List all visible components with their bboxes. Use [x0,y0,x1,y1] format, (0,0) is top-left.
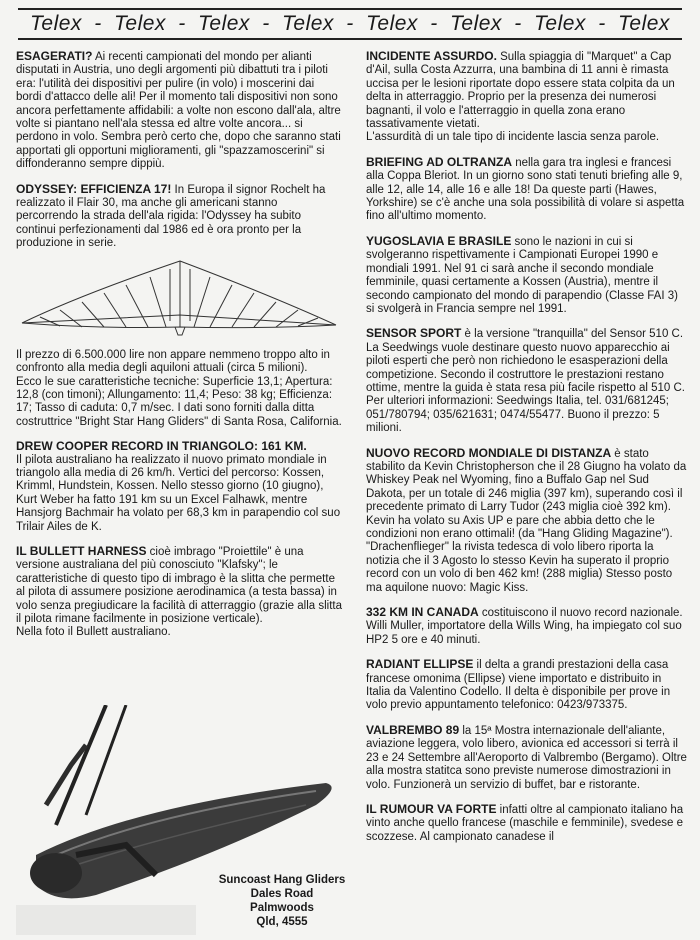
bullett-harness-photo [16,705,346,935]
masthead [18,8,682,40]
article-body: infatti oltre al campionato italiano ha vinto anche quello francese (maschile e femminile), svedese e scozzese. Al campionato canadese il [366,803,684,843]
masthead-word: Telex [30,12,82,35]
article-body: costituiscono il nuovo record nazionale. Willi Muller, importatore della Wills Wing, ha impiegato col suo HP2 5 ore e 40 minuti. [366,607,683,646]
article-bullett [16,545,342,640]
article-body: la 15ª Mostra internazionale dell'aliante, aviazione leggera, volo libero, avionica ed accessori si terrà il 23 e 24 Settembre all'Aeroporto di Valbrembo (Bergamo). Oltre alla mostra statitca sono previste numerose dimostrazioni in volo. Funzionerà un servizio di buffet, bar e ristorante. [366,724,687,791]
masthead-sep: - [430,12,438,35]
article-odyssey-price: Il prezzo di 6.500.000 lire non appare nemmeno troppo alto in confronto alla media degli aquiloni attuali (circa 5 milioni). [16,348,330,375]
article-headline: NUOVO RECORD MONDIALE DI DISTANZA [366,445,612,460]
article-canada [366,606,688,647]
article-body: il delta a grandi prestazioni della casa francese omonima (Ellipse) viene importato e distribuito in Italia da Valentino Codello. Il delta è disponibile per prove in volo previo appuntamento telefonico: 0423/973375. [366,659,671,712]
article-record-distanza [366,447,688,595]
article-headline: 332 KM IN CANADA [366,605,479,620]
masthead-word: Telex [366,12,418,35]
article-headline: IL BULLETT HARNESS [16,543,147,558]
article-radiant [366,658,688,713]
left-column [16,50,342,651]
masthead-sep: - [262,12,270,35]
article-headline: IL RUMOUR VA FORTE [366,801,497,816]
article-headline: SENSOR SPORT [366,326,462,341]
masthead-word: Telex [618,12,670,35]
odyssey-wing-drawing [20,255,338,339]
masthead-word: Telex [198,12,250,35]
article-headline: ODYSSEY: EFFICIENZA 17! [16,181,172,196]
article-body: Sulla spiaggia di "Marquet" a Cap d'Ail, sulla Costa Azzurra, una bambina di 11 anni è rimasta uccisa per le lesioni riportate dopo essere stata colpita da un delta in atterraggio. Proprio per la presenza dei numerosi bagnanti, il volo e l'atterraggio in quella zona erano tassativamente vietati. [366,51,675,131]
address-line: Dales Road [250,888,314,900]
article-body: "Drachenflieger" la rivista tedesca di volo libero riporta la notizia che il 3 Agosto lo stesso Kevin ha superato il proprio record con un volo di ben 462 km! (288 miglia) Stesso posto ma aquilone nuovo: Magic Kiss. [366,541,673,594]
masthead-sep: - [94,12,102,35]
masthead-sep: - [178,12,186,35]
article-briefing [366,156,688,224]
article-headline: VALBREMBO 89 [366,722,460,737]
article-body: sono le nazioni in cui si svolgeranno rispettivamente i Campionati Europei 1990 e mondiali 1991. Nel 91 ci sarà anche il secondo mondiale femminile, quasi certamente a Kossen (Austria), mentre il secondo campionato del mondo di parapendio (Classe FAI 3) si svolgerà in Francia sempre nel 1991. [366,235,678,315]
article-body: cioè imbrago "Proiettile" è una versione australiana del più conosciuto "Klafsky"; le caratteristiche di questo tipo di imbrago è la slitta che permette al pilota di assumere posizione aerodinamica (a testa bassa) in volo senza pregiudicare la facilità di atterraggio (grazie alla slitta il pilota rimane facilmente in posizione verticale). [16,545,343,625]
manufacturer-address [212,873,352,929]
article-yugoslavia [366,235,688,316]
article-body: è la versione "tranquilla" del Sensor 510 C. La Seedwings vuole destinare questo nuovo apparecchio ai piloti esperti che però non richiedono le esasperazioni della competizione. Secondo il costruttore le prestazioni restano ottime, mentre la guida è stata resa più facile rispetto al 510 C. Per ulteriori informazioni: Seedwings Italia, tel. 031/681245; 051/780794; 035/621631; 0474/55477. Buono il prezzo: 5 milioni. [366,328,685,435]
article-rumour [366,803,688,844]
article-drew-cooper [16,440,342,534]
masthead-word: Telex [114,12,166,35]
article-incidente [366,50,688,145]
article-body: Il pilota australiano ha realizzato il nuovo primato mondiale in triangolo alla media di 26 km/h. Vertici del percorso: Kossen, Krimml, Hundstein, Kossen. Nello stesso giorno (10 giugno), Kurt Weber ha fatto 191 km su un Excel Falhawk, mentre Hansjorg Bachmair ha volato per 68,3 km in parapendio col suo Trilair Ailes de K. [16,453,341,533]
photo-caption: Nella foto il Bullett australiano. [16,626,171,639]
article-headline: RADIANT ELLIPSE [366,657,474,672]
article-body: Ai recenti campionati del mondo per alianti disputati in Austria, uno degli argomenti più dibattuti tra i piloti era: l'utilità dei dispositivi per pulire (in volo) i moscerini dai bordi d'attacco delle ali! Per il momento tali dispositivi non sono ancora perfettamente affidabili: a volte non escono dall'ala, altre volte si piantano nell'ala stessa ed altre volte ancora... si perdono in volo. Sembra però certo che, dopo che saranno stati apportati gli opportuni miglioramenti, gli "spazzamoscerini" si diffonderanno sempre dippiù. [16,51,341,171]
address-line: Qld, 4555 [256,916,308,928]
masthead-sep: - [598,12,606,35]
article-valbrembo [366,724,688,792]
article-headline: INCIDENTE ASSURDO. [366,49,497,63]
article-headline: BRIEFING AD OLTRANZA [366,154,512,169]
masthead-sep: - [514,12,522,35]
article-body: nella gara tra inglesi e francesi alla Coppa Bleriot. In un giorno sono stati tenuti briefing alle 9, alle 12, alle 14, alle 16 e alle 18! Da queste parti (Hawes, Yorkshire) se c'è anche una sola possibilità di volare si aspetta fino all'ultimo momento. [366,156,685,223]
article-esagerati [16,50,342,172]
masthead-word: Telex [450,12,502,35]
article-headline: DREW COOPER RECORD IN TRIANGOLO: 161 KM. [16,439,307,454]
article-odyssey [16,183,342,251]
article-headline: YUGOSLAVIA E BRASILE [366,233,512,248]
masthead-word: Telex [282,12,334,35]
address-line: Palmwoods [250,902,314,914]
article-sensor [366,327,688,435]
article-odyssey-specs: Ecco le sue caratteristiche tecniche: Superficie 13,1; Apertura: 12,8 (con timoni); Allungamento: 11,4; Peso: 38 kg; Efficienza: 17; Tasso di caduta: 0,7 m/sec. I dati sono forniti dalla ditta costruttrice "Bright Star Hang Gliders" di Santa Rosa, California. [16,375,342,428]
article-body: In Europa il signor Rochelt ha realizzato il Flair 30, ma anche gli americani stanno percorrendo la strada dell'ala rigida: l'Odyssey ha subito continui perfezionamenti dal 1986 ed è ora pronto per la produzione in serie. [16,183,326,250]
article-body: è stato stabilito da Kevin Christopherson che il 28 Giugno ha volato da Whiskey Peak nel Wyoming, fino a Buffalo Gap nel Sud Dakota, per un totale di 246 miglia (397 km), superando così il precedente primato di Larry Tudor (243 miglia cioè 392 km). Kevin ha volato su Axis UP e pare che abbia detto che le condizioni non erano ottimali! (da "Hang Gliding Magazine"). [366,447,687,540]
right-column [366,50,688,855]
article-body: L'assurdità di un tale tipo di incidente lascia senza parole. [366,131,660,144]
masthead-sep: - [346,12,354,35]
address-line: Suncoast Hang Gliders [218,874,346,886]
masthead-word: Telex [534,12,586,35]
article-headline: ESAGERATI? [16,49,93,63]
